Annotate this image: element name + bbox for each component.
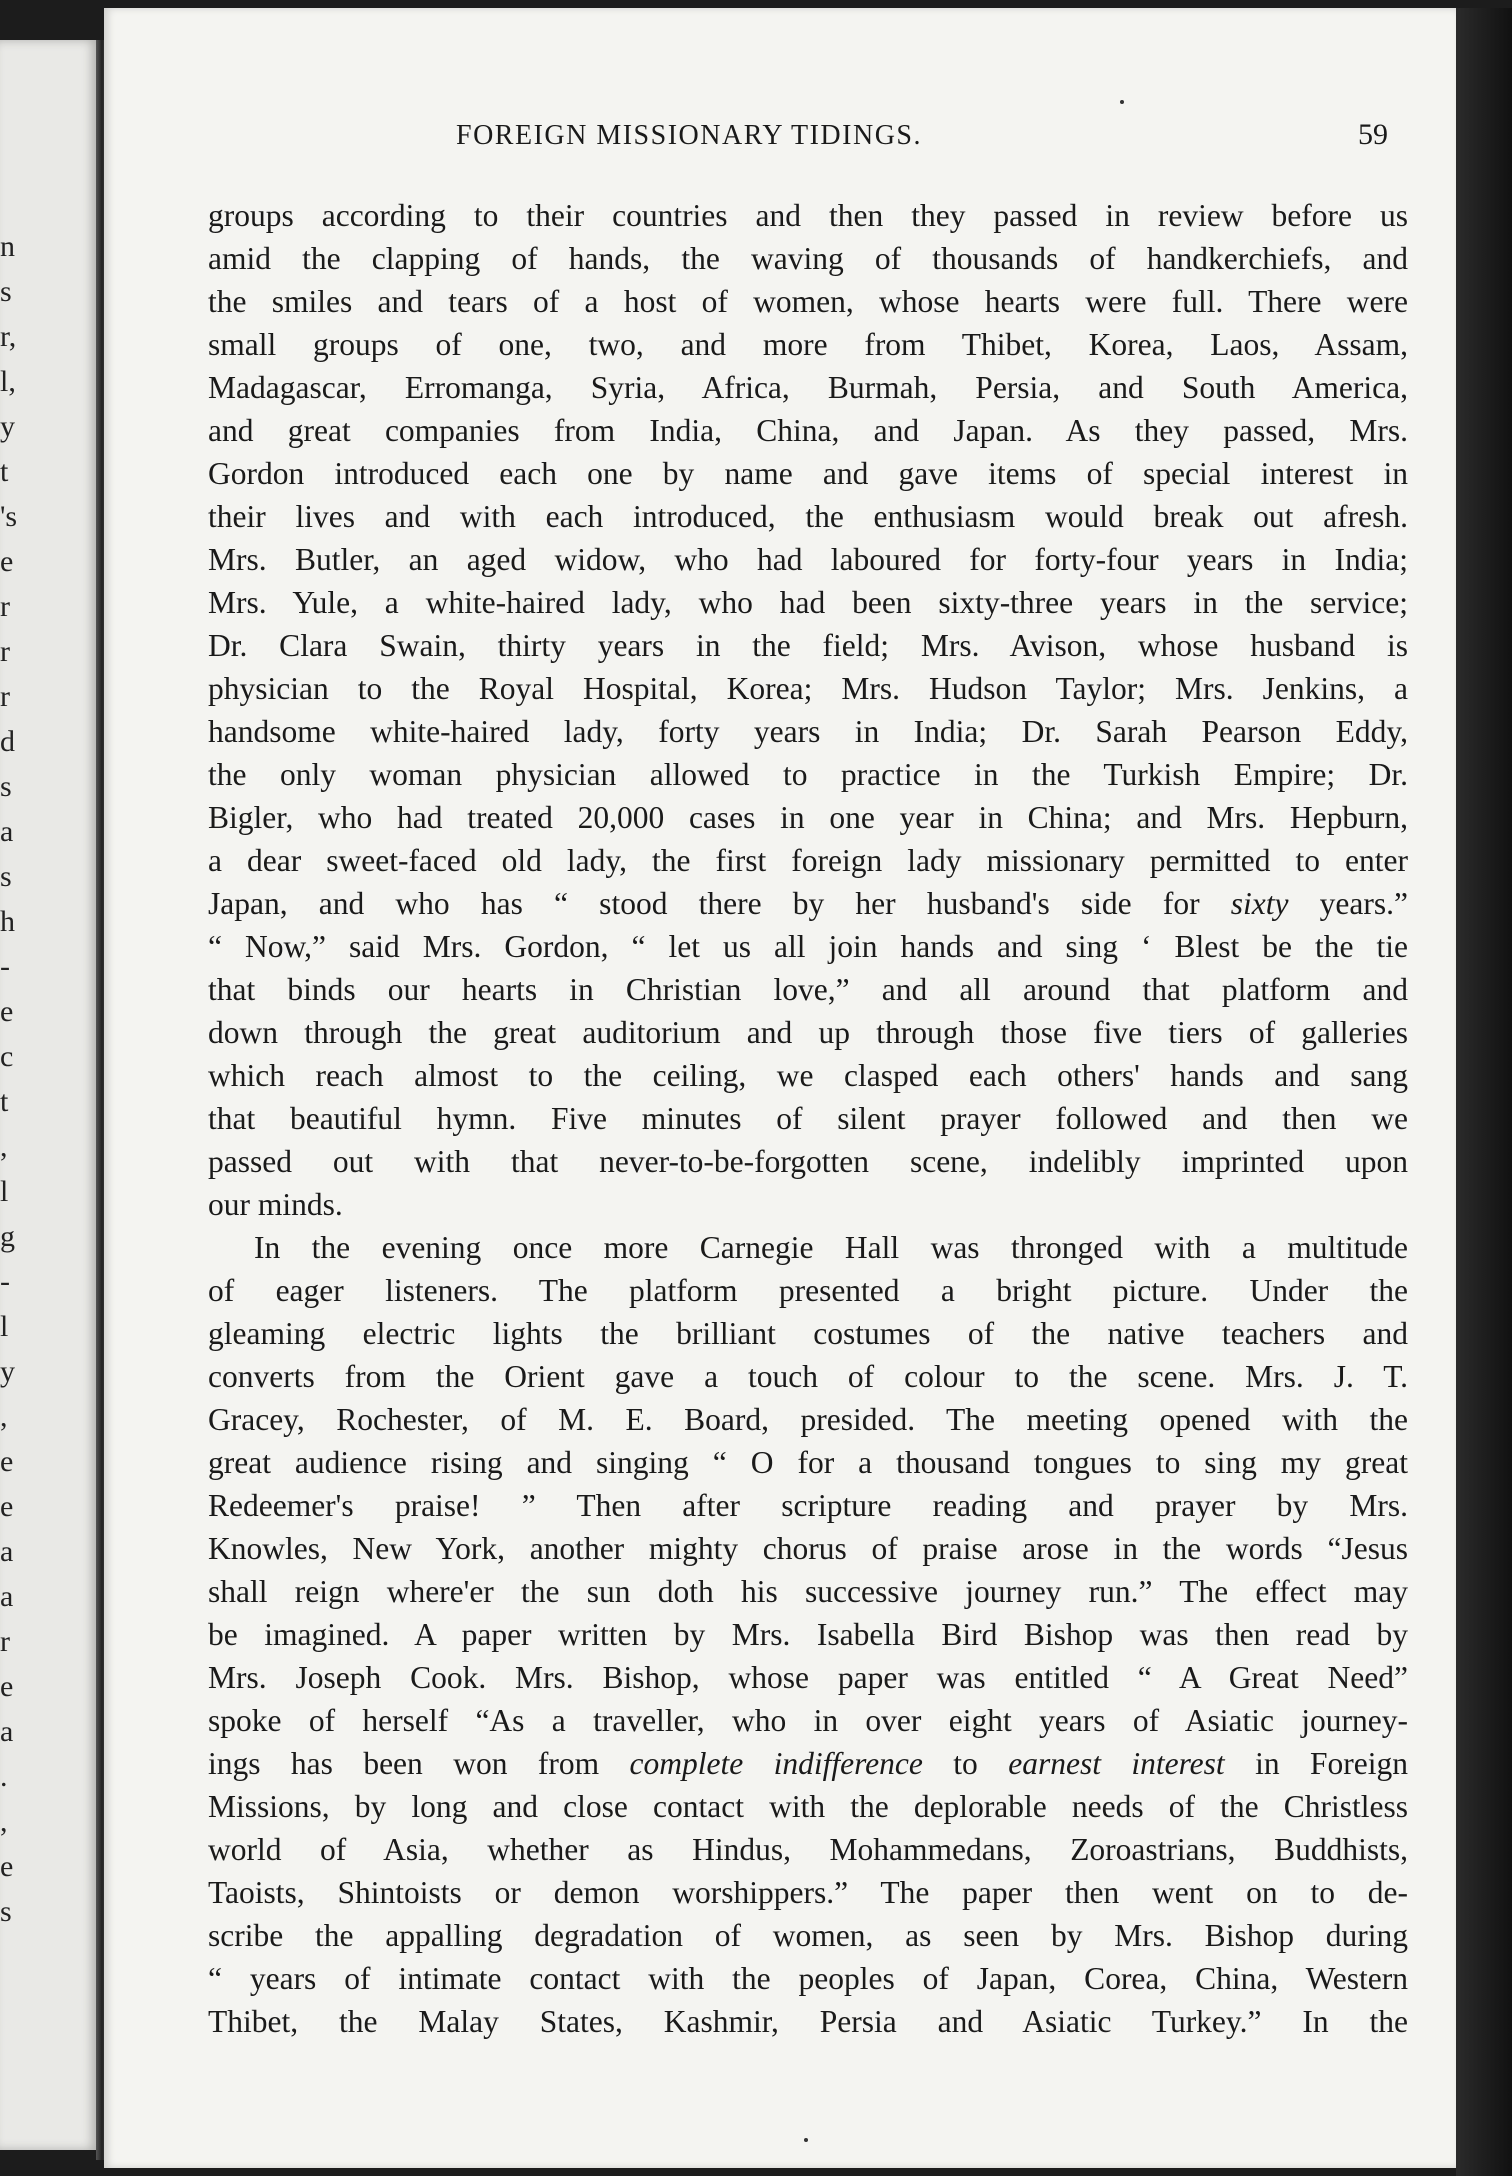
text-line <box>208 1355 1408 1398</box>
italic-text: sixty <box>1230 886 1289 921</box>
text-segment: Knowles, New York, another mighty chorus of praise arose in the words “Jesus <box>208 1531 1408 1566</box>
right-page <box>104 8 1456 2168</box>
ink-speck <box>804 2138 808 2142</box>
text-segment: world of Asia, whether as Hindus, Mohammedans, Zoroastrians, Buddhists, <box>208 1832 1408 1867</box>
text-segment: Madagascar, Erromanga, Syria, Africa, Burmah, Persia, and South America, <box>208 370 1408 405</box>
text-segment: be imagined. A paper written by Mrs. Isabella Bird Bishop was then read by <box>208 1617 1408 1652</box>
text-line <box>208 753 1408 796</box>
text-segment: their lives and with each introduced, the enthusiasm would break out afresh. <box>208 499 1408 534</box>
left-page-fragment: - <box>0 950 10 983</box>
text-line <box>208 1484 1408 1527</box>
left-page-fragment: r <box>0 680 10 713</box>
left-page-fragment: c <box>0 1040 14 1073</box>
left-page-fragment: t <box>0 1085 9 1118</box>
text-segment: great audience rising and singing “ O for a thousand tongues to sing my great <box>208 1445 1408 1480</box>
text-line <box>208 495 1408 538</box>
text-segment: that beautiful hymn. Five minutes of silent prayer followed and then we <box>208 1101 1408 1136</box>
left-page-fragment: a <box>0 1580 14 1613</box>
text-line <box>208 839 1408 882</box>
text-line <box>208 538 1408 581</box>
left-page-fragment: 's <box>0 500 18 533</box>
text-segment: the only woman physician allowed to practice in the Turkish Empire; Dr. <box>208 757 1408 792</box>
text-segment: passed out with that never-to-be-forgotten scene, indelibly imprinted upon <box>208 1144 1408 1179</box>
text-segment: years.” <box>1288 886 1408 921</box>
text-line <box>208 624 1408 667</box>
text-segment: gleaming electric lights the brilliant costumes of the native teachers and <box>208 1316 1408 1351</box>
left-page-fragment: , <box>0 1130 8 1163</box>
text-line <box>208 1226 1408 1269</box>
text-segment: that binds our hearts in Christian love,” and all around that platform and <box>208 972 1408 1007</box>
text-segment: the smiles and tears of a host of women, whose hearts were full. There were <box>208 284 1408 319</box>
left-page-fragment: , <box>0 1400 8 1433</box>
text-segment: down through the great auditorium and up through those five tiers of galleries <box>208 1015 1408 1050</box>
text-line <box>208 1613 1408 1656</box>
text-segment: amid the clapping of hands, the waving of thousands of handkerchiefs, and <box>208 241 1408 276</box>
left-page-fragment: h <box>0 905 15 938</box>
italic-text: earnest interest <box>1008 1746 1225 1781</box>
left-page-fragment: s <box>0 770 12 803</box>
text-line <box>208 1140 1408 1183</box>
text-segment: groups according to their countries and then they passed in review before us <box>208 198 1408 233</box>
page-header <box>104 120 1456 160</box>
left-page-fragment: e <box>0 1490 14 1523</box>
text-line <box>208 968 1408 1011</box>
left-page-fragment: - <box>0 1265 10 1298</box>
text-segment: Redeemer's praise! ” Then after scripture reading and prayer by Mrs. <box>208 1488 1408 1523</box>
text-segment: which reach almost to the ceiling, we clasped each others' hands and sang <box>208 1058 1408 1093</box>
right-page-edge <box>1456 8 1512 2176</box>
left-page-fragment: l, <box>0 365 16 398</box>
running-head: FOREIGN MISSIONARY TIDINGS. <box>456 120 922 151</box>
left-page-fragment: a <box>0 1715 14 1748</box>
text-segment: spoke of herself “As a traveller, who in over eight years of Asiatic journey- <box>208 1703 1408 1738</box>
text-segment: Dr. Clara Swain, thirty years in the field; Mrs. Avison, whose husband is <box>208 628 1408 663</box>
text-line <box>208 323 1408 366</box>
body-text <box>208 194 1408 2043</box>
text-line <box>208 1269 1408 1312</box>
text-line <box>208 1957 1408 2000</box>
text-line <box>208 194 1408 237</box>
text-segment: ings has been won from <box>208 1746 630 1781</box>
left-page-fragment: e <box>0 1850 14 1883</box>
left-page-fragment: r <box>0 1625 10 1658</box>
left-page-fragment: r <box>0 635 10 668</box>
text-segment: Missions, by long and close contact with the deplorable needs of the Christless <box>208 1789 1408 1824</box>
text-line <box>208 409 1408 452</box>
left-page-fragment: e <box>0 1670 14 1703</box>
left-page-fragment: t <box>0 455 9 488</box>
left-page-fragment: e <box>0 545 14 578</box>
text-segment: of eager listeners. The platform presented a bright picture. Under the <box>208 1273 1408 1308</box>
left-page-edge <box>0 40 98 2150</box>
text-line <box>208 882 1408 925</box>
text-line <box>208 1011 1408 1054</box>
text-line <box>208 1828 1408 1871</box>
text-segment: and great companies from India, China, and Japan. As they passed, Mrs. <box>208 413 1408 448</box>
text-segment: Gracey, Rochester, of M. E. Board, presided. The meeting opened with the <box>208 1402 1408 1437</box>
left-page-fragment: , <box>0 1805 8 1838</box>
text-segment: Japan, and who has “ stood there by her husband's side for <box>208 886 1231 921</box>
left-page-fragment: l <box>0 1310 9 1343</box>
text-segment: handsome white-haired lady, forty years in India; Dr. Sarah Pearson Eddy, <box>208 714 1408 749</box>
left-page-fragment: a <box>0 815 14 848</box>
text-line <box>208 1183 1408 1226</box>
text-segment: small groups of one, two, and more from Thibet, Korea, Laos, Assam, <box>208 327 1408 362</box>
text-line <box>208 667 1408 710</box>
left-page-fragment: e <box>0 1445 14 1478</box>
text-segment: scribe the appalling degradation of women, as seen by Mrs. Bishop during <box>208 1918 1408 1953</box>
left-page-fragment: . <box>0 1760 8 1793</box>
text-segment: our minds. <box>208 1187 343 1222</box>
left-page-fragment: s <box>0 1895 12 1928</box>
left-page-fragment: e <box>0 995 14 1028</box>
text-line <box>208 452 1408 495</box>
text-segment: Bigler, who had treated 20,000 cases in one year in China; and Mrs. Hepburn, <box>208 800 1408 835</box>
text-segment: a dear sweet-faced old lady, the first foreign lady missionary permitted to enter <box>208 843 1408 878</box>
left-page-fragment: r, <box>0 320 17 353</box>
text-line <box>208 280 1408 323</box>
text-segment: In the evening once more Carnegie Hall was thronged with a multitude <box>254 1230 1408 1265</box>
text-line <box>208 1570 1408 1613</box>
text-line <box>208 1054 1408 1097</box>
text-line <box>208 1742 1408 1785</box>
left-page-fragment: d <box>0 725 15 758</box>
left-page-fragment: y <box>0 410 15 443</box>
left-page-fragment: s <box>0 275 12 308</box>
left-page-fragment: s <box>0 860 12 893</box>
text-line <box>208 1441 1408 1484</box>
text-line <box>208 1312 1408 1355</box>
page-number: 59 <box>1358 118 1388 151</box>
text-segment: “ years of intimate contact with the peoples of Japan, Corea, China, Western <box>208 1961 1408 1996</box>
text-line <box>208 581 1408 624</box>
text-segment: Mrs. Butler, an aged widow, who had laboured for forty-four years in India; <box>208 542 1408 577</box>
text-line <box>208 1914 1408 1957</box>
text-line <box>208 1699 1408 1742</box>
text-segment: converts from the Orient gave a touch of colour to the scene. Mrs. J. T. <box>208 1359 1408 1394</box>
text-line <box>208 1398 1408 1441</box>
text-line <box>208 796 1408 839</box>
text-line <box>208 925 1408 968</box>
text-line <box>208 237 1408 280</box>
text-line <box>208 1871 1408 1914</box>
text-line <box>208 2000 1408 2043</box>
left-page-fragment: r <box>0 590 10 623</box>
text-segment: Gordon introduced each one by name and gave items of special interest in <box>208 456 1408 491</box>
text-segment: Taoists, Shintoists or demon worshippers.” The paper then went on to de- <box>208 1875 1408 1910</box>
text-line <box>208 1097 1408 1140</box>
text-line <box>208 1785 1408 1828</box>
text-line <box>208 1527 1408 1570</box>
left-page-fragment: g <box>0 1220 15 1253</box>
left-page-fragment: y <box>0 1355 15 1388</box>
text-line <box>208 366 1408 409</box>
text-segment: “ Now,” said Mrs. Gordon, “ let us all join hands and sing ‘ Blest be the tie <box>208 929 1408 964</box>
text-segment: shall reign where'er the sun doth his successive journey run.” The effect may <box>208 1574 1408 1609</box>
text-line <box>208 710 1408 753</box>
left-page-fragment: l <box>0 1175 9 1208</box>
left-page-fragment: n <box>0 230 15 263</box>
ink-speck <box>1120 100 1124 104</box>
left-page-fragment: a <box>0 1535 14 1568</box>
text-segment: to <box>922 1746 1009 1781</box>
text-segment: Mrs. Joseph Cook. Mrs. Bishop, whose paper was entitled “ A Great Need” <box>208 1660 1408 1695</box>
text-segment: physician to the Royal Hospital, Korea; Mrs. Hudson Taylor; Mrs. Jenkins, a <box>208 671 1408 706</box>
text-segment: Mrs. Yule, a white-haired lady, who had been sixty-three years in the service; <box>208 585 1408 620</box>
text-segment: in Foreign <box>1224 1746 1409 1781</box>
italic-text: complete indifference <box>629 1746 923 1781</box>
text-segment: Thibet, the Malay States, Kashmir, Persia and Asiatic Turkey.” In the <box>208 2004 1408 2039</box>
text-line <box>208 1656 1408 1699</box>
